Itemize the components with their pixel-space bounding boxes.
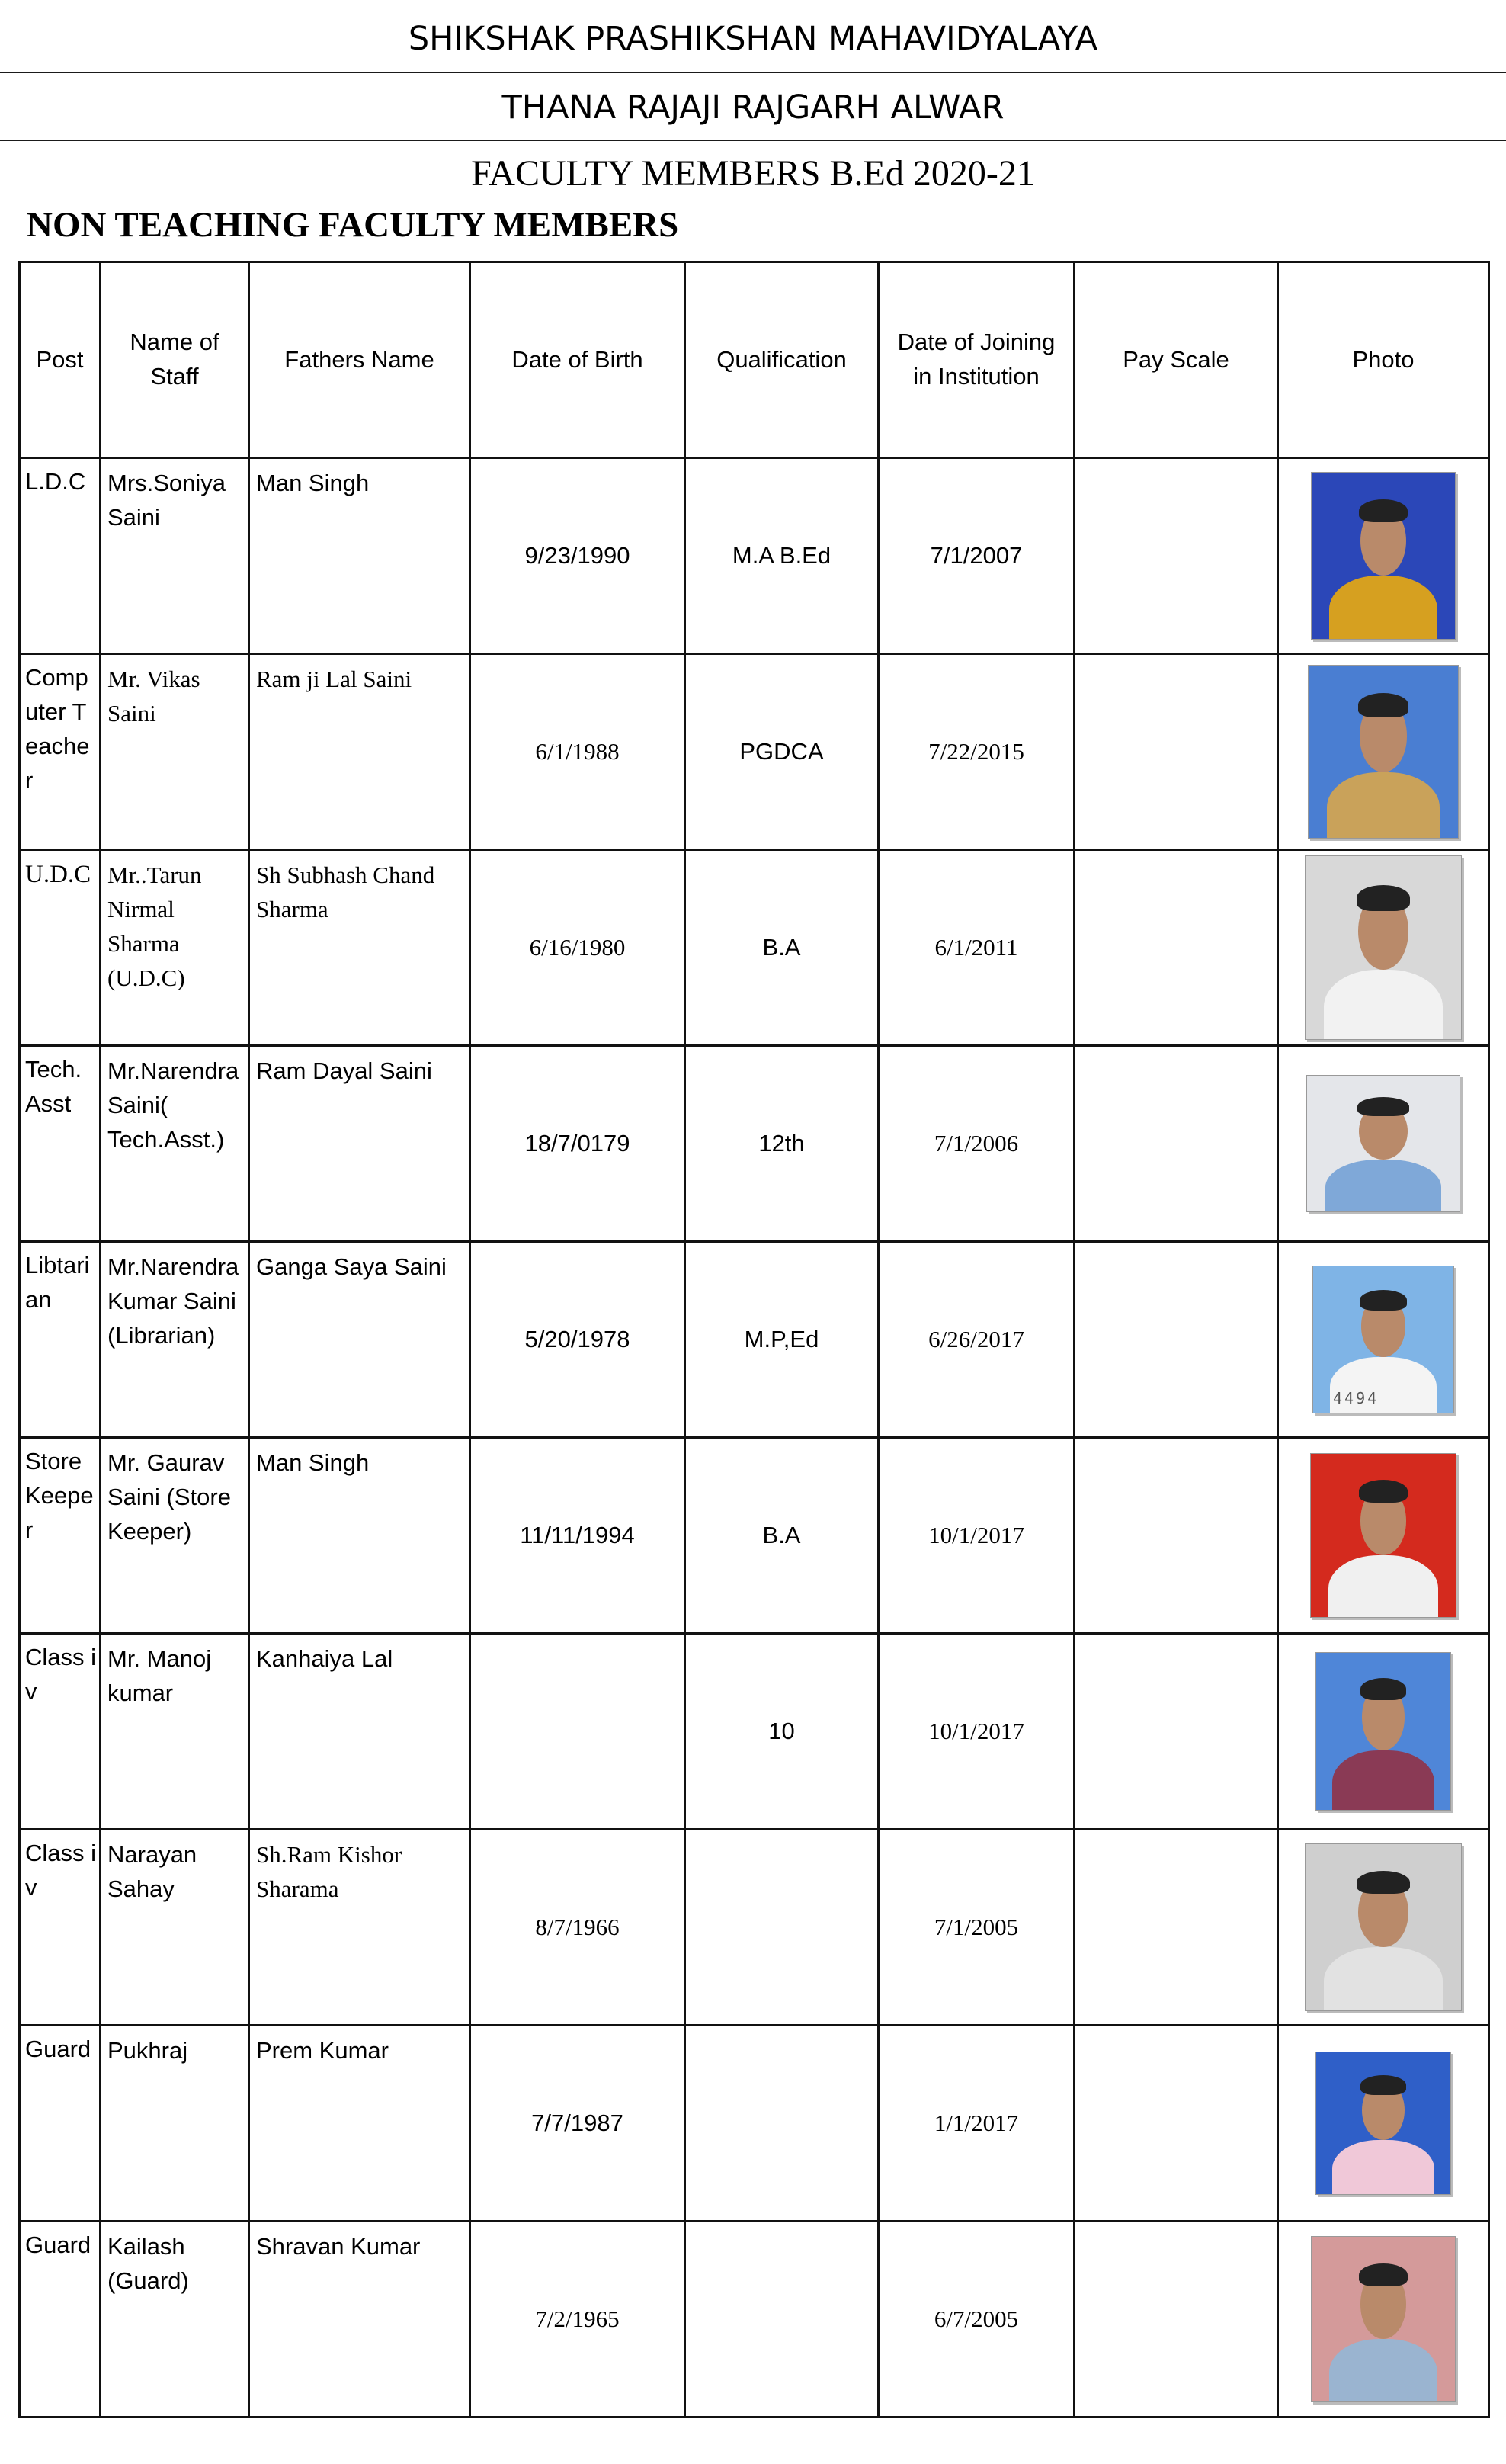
date-of-joining-cell: 7/1/2006 — [879, 1046, 1075, 1242]
date-of-birth-cell: 5/20/1978 — [470, 1242, 685, 1438]
post-cell: Tech.Asst — [20, 1046, 101, 1242]
date-of-birth-cell: 6/16/1980 — [470, 850, 685, 1046]
photo-hair — [1357, 1097, 1409, 1116]
date-of-birth-cell: 11/11/1994 — [470, 1438, 685, 1634]
staff-name-cell: Narayan Sahay — [101, 1830, 249, 2026]
photo-torso — [1332, 1750, 1434, 1811]
pay-scale-cell — [1075, 1634, 1278, 1830]
photo-torso — [1324, 1947, 1442, 2011]
date-of-birth-cell: 6/1/1988 — [470, 654, 685, 850]
father-name-cell: Ram Dayal Saini — [249, 1046, 470, 1242]
date-of-birth-cell: 7/2/1965 — [470, 2222, 685, 2417]
staff-table — [18, 261, 1490, 2418]
column-header-name: Name of Staff — [101, 262, 249, 458]
qualification-cell — [685, 2026, 879, 2222]
date-of-birth-cell: 8/7/1966 — [470, 1830, 685, 2026]
staff-name-cell: Mr.Narendra Saini( Tech.Asst.) — [101, 1046, 249, 1242]
header-rule-1 — [0, 72, 1506, 73]
post-cell: L.D.C — [20, 458, 101, 654]
photo-torso — [1329, 2339, 1438, 2402]
photo-hair — [1359, 499, 1408, 523]
college-name: SHIKSHAK PRASHIKSHAN MAHAVIDYALAYA — [408, 20, 1098, 58]
photo-torso — [1327, 772, 1440, 839]
photo-torso — [1325, 1160, 1441, 1212]
photo-cell — [1278, 1046, 1489, 1242]
staff-name-cell: Mr.Narendra Kumar Saini (Librarian) — [101, 1242, 249, 1438]
staff-name-cell: Mr. Vikas Saini — [101, 654, 249, 850]
column-header-dob: Date of Birth — [470, 262, 685, 458]
photo-hair — [1360, 2075, 1406, 2095]
father-name-cell: Sh.Ram Kishor Sharama — [249, 1830, 470, 2026]
pay-scale-cell — [1075, 654, 1278, 850]
pay-scale-cell — [1075, 2026, 1278, 2222]
photo-cell — [1278, 2222, 1489, 2417]
date-of-joining-cell: 6/26/2017 — [879, 1242, 1075, 1438]
table-row — [20, 850, 1489, 1046]
date-of-joining-cell: 1/1/2017 — [879, 2026, 1075, 2222]
date-of-joining-cell: 10/1/2017 — [879, 1438, 1075, 1634]
table-row — [20, 2026, 1489, 2222]
photo-torso — [1329, 576, 1438, 640]
father-name-cell: Ram ji Lal Saini — [249, 654, 470, 850]
qualification-cell: 12th — [685, 1046, 879, 1242]
post-cell: Class iv — [20, 1634, 101, 1830]
father-name-cell: Kanhaiya Lal — [249, 1634, 470, 1830]
date-of-birth-cell: 9/23/1990 — [470, 458, 685, 654]
table-row — [20, 2222, 1489, 2417]
photo-hair — [1359, 2263, 1408, 2286]
photo-torso — [1332, 2140, 1434, 2195]
date-of-joining-cell: 6/1/2011 — [879, 850, 1075, 1046]
staff-name-cell: Mr. Manoj kumar — [101, 1634, 249, 1830]
father-name-cell: Prem Kumar — [249, 2026, 470, 2222]
staff-name-cell: Kailash (Guard) — [101, 2222, 249, 2417]
qualification-cell: PGDCA — [685, 654, 879, 850]
father-name-cell: Ganga Saya Saini — [249, 1242, 470, 1438]
post-cell: Libtarian — [20, 1242, 101, 1438]
pay-scale-cell — [1075, 1242, 1278, 1438]
column-header-pay-scale: Pay Scale — [1075, 262, 1278, 458]
pay-scale-cell — [1075, 1438, 1278, 1634]
table-row — [20, 1634, 1489, 1830]
photo-hair — [1357, 885, 1409, 911]
staff-name-cell: Mr. Gaurav Saini (Store Keeper) — [101, 1438, 249, 1634]
date-of-joining-cell: 6/7/2005 — [879, 2222, 1075, 2417]
qualification-cell: B.A — [685, 850, 879, 1046]
photo-cell — [1278, 850, 1489, 1046]
staff-photo — [1305, 855, 1462, 1040]
column-header-doj: Date of Joining in Institution — [879, 262, 1075, 458]
date-of-joining-cell: 7/1/2005 — [879, 1830, 1075, 2026]
staff-photo — [1311, 2236, 1456, 2402]
photo-torso — [1328, 1555, 1438, 1618]
qualification-cell — [685, 1830, 879, 2026]
pay-scale-cell — [1075, 458, 1278, 654]
pay-scale-cell — [1075, 1830, 1278, 2026]
section-title: NON TEACHING FACULTY MEMBERS — [27, 205, 679, 245]
photo-hair — [1357, 1871, 1409, 1895]
pay-scale-cell — [1075, 2222, 1278, 2417]
father-name-cell: Shravan Kumar — [249, 2222, 470, 2417]
staff-photo — [1312, 1266, 1454, 1413]
date-of-joining-cell: 7/22/2015 — [879, 654, 1075, 850]
table-row — [20, 1438, 1489, 1634]
pay-scale-cell — [1075, 850, 1278, 1046]
pay-scale-cell — [1075, 1046, 1278, 1242]
table-row — [20, 654, 1489, 850]
table-row — [20, 1242, 1489, 1438]
photo-caption: 4494 — [1333, 1389, 1379, 1407]
photo-cell — [1278, 1634, 1489, 1830]
photo-cell — [1278, 2026, 1489, 2222]
qualification-cell: B.A — [685, 1438, 879, 1634]
photo-hair — [1359, 1480, 1408, 1503]
photo-cell — [1278, 1830, 1489, 2026]
staff-photo — [1306, 1075, 1460, 1212]
qualification-cell: M.P,Ed — [685, 1242, 879, 1438]
staff-name-cell: Mr..Tarun Nirmal Sharma (U.D.C) — [101, 850, 249, 1046]
post-cell: Store Keeper — [20, 1438, 101, 1634]
photo-cell — [1278, 654, 1489, 850]
column-header-photo: Photo — [1278, 262, 1489, 458]
father-name-cell: Sh Subhash Chand Sharma — [249, 850, 470, 1046]
qualification-cell: M.A B.Ed — [685, 458, 879, 654]
photo-cell — [1278, 1438, 1489, 1634]
father-name-cell: Man Singh — [249, 1438, 470, 1634]
column-header-qualification: Qualification — [685, 262, 879, 458]
table-row — [20, 458, 1489, 654]
staff-name-cell: Pukhraj — [101, 2026, 249, 2222]
date-of-birth-cell: 18/7/0179 — [470, 1046, 685, 1242]
photo-hair — [1360, 1678, 1406, 1700]
header-rule-2 — [0, 140, 1506, 141]
qualification-cell — [685, 2222, 879, 2417]
staff-photo — [1315, 1652, 1451, 1811]
date-of-joining-cell: 7/1/2007 — [879, 458, 1075, 654]
table-row — [20, 1830, 1489, 2026]
photo-hair — [1360, 1290, 1408, 1311]
staff-photo — [1311, 472, 1456, 640]
photo-torso — [1324, 970, 1442, 1040]
photo-cell — [1278, 1242, 1489, 1438]
staff-photo — [1310, 1453, 1456, 1618]
staff-photo — [1315, 2052, 1451, 2195]
column-header-father: Fathers Name — [249, 262, 470, 458]
post-cell: Guard — [20, 2026, 101, 2222]
post-cell: U.D.C — [20, 850, 101, 1046]
staff-photo — [1305, 1843, 1462, 2011]
post-cell: Class iv — [20, 1830, 101, 2026]
date-of-birth-cell — [470, 1634, 685, 1830]
date-of-joining-cell: 10/1/2017 — [879, 1634, 1075, 1830]
table-row — [20, 1046, 1489, 1242]
post-cell: Guard — [20, 2222, 101, 2417]
photo-hair — [1358, 693, 1409, 717]
table-header-row — [20, 262, 1489, 458]
staff-photo — [1308, 665, 1459, 839]
father-name-cell: Man Singh — [249, 458, 470, 654]
document-title: FACULTY MEMBERS B.Ed 2020-21 — [471, 153, 1035, 194]
post-cell: Computer Teacher — [20, 654, 101, 850]
photo-cell — [1278, 458, 1489, 654]
qualification-cell: 10 — [685, 1634, 879, 1830]
date-of-birth-cell: 7/7/1987 — [470, 2026, 685, 2222]
column-header-post: Post — [20, 262, 101, 458]
staff-name-cell: Mrs.Soniya Saini — [101, 458, 249, 654]
college-address: THANA RAJAJI RAJGARH ALWAR — [501, 88, 1005, 127]
